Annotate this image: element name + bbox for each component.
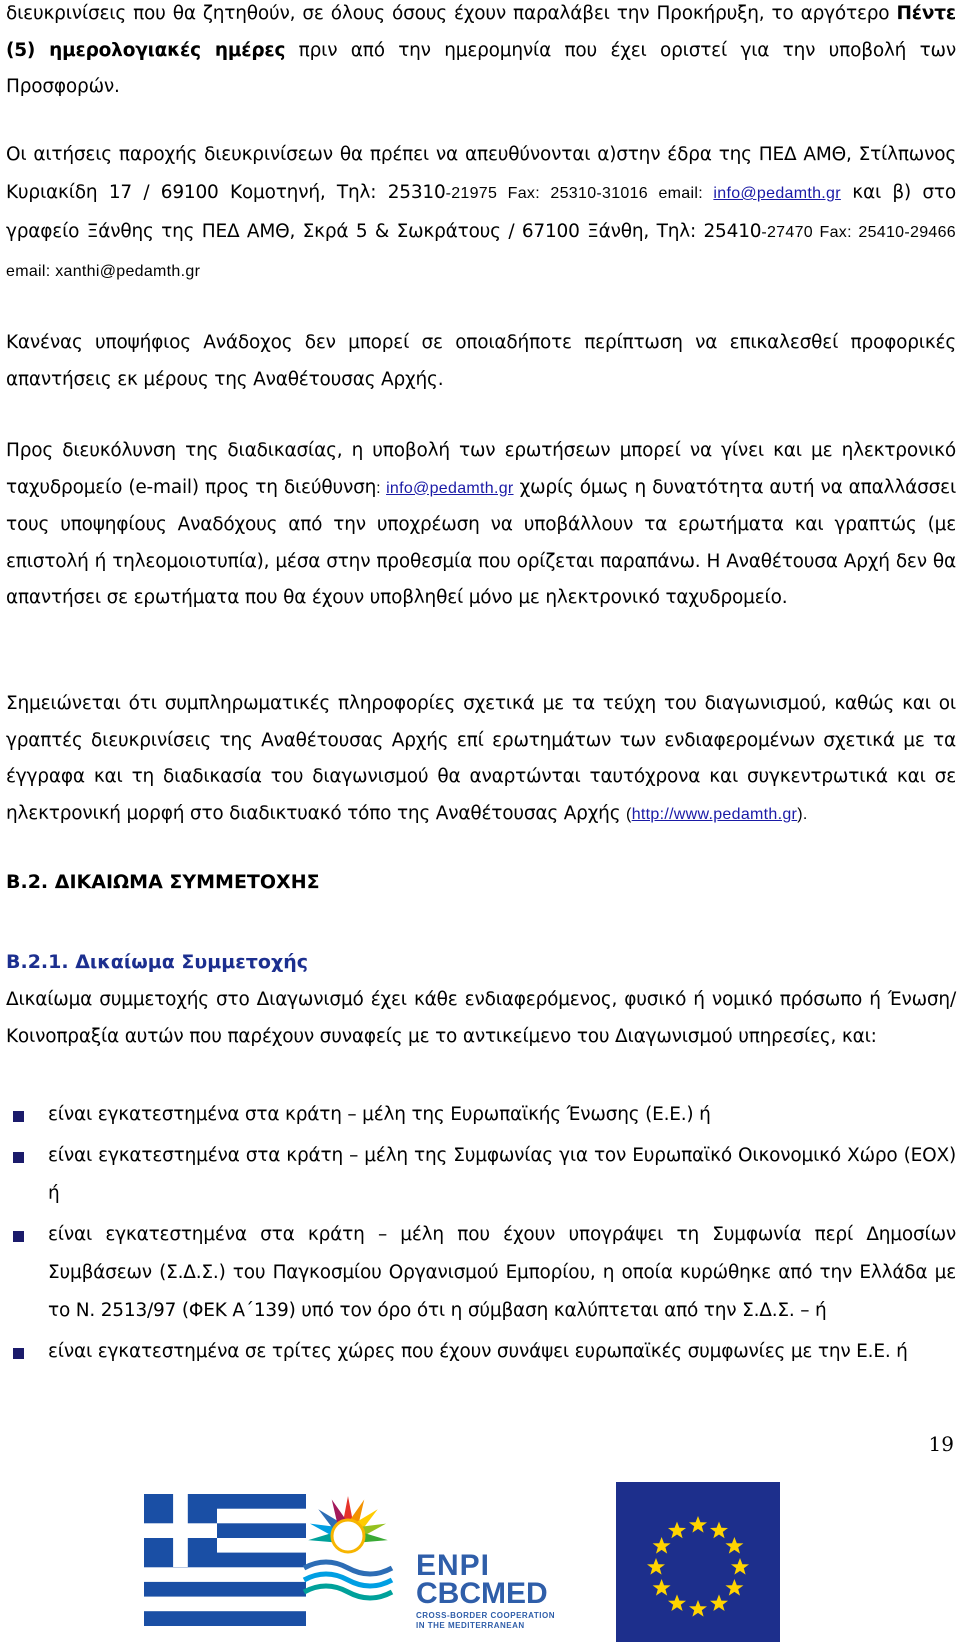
subsection-heading-b21: Β.2.1. Δικαίωμα Συμμετοχής <box>6 951 308 973</box>
footer-logos <box>0 1476 960 1646</box>
list-item <box>6 1096 956 1134</box>
enpi-logo-line1: ENPI <box>416 1549 491 1582</box>
greek-flag-icon <box>144 1494 306 1626</box>
list-item-text: είναι εγκατεστημένα σε τρίτες χώρες που έχουν συνάψει ευρωπαϊκές συμφωνίες με την Ε.Ε. ή <box>48 1341 908 1362</box>
contact-fax-email: -21975 Fax: 25310-31016 email: <box>445 185 714 202</box>
list-item-text: είναι εγκατεστημένα στα κράτη – μέλη που έχουν υπογράψει τη Συμφωνία περί Δημοσίων Συμβάσεων (Σ.Δ.Σ.) του Παγκοσμίου Οργανισμού Εμπορίου, η οποία κυρώθηκε από την Ελλάδα με το Ν. 2513/97 (ΦΕΚ Α΄139) υπό τον όρο ότι η σύμβαση καλύπτεται από την Σ.Δ.Σ. – ή <box>48 1224 956 1321</box>
paragraph-text: Δικαίωμα συμμετοχής στο Διαγωνισμό έχει κάθε ενδιαφερόμενος, φυσικό ή νομικό πρόσωπο ή Ένωση/Κοινοπραξία αυτών που παρέχουν συναφείς με το αντικείμενο του Διαγωνισμού υπηρεσίες, και: <box>6 989 956 1047</box>
enpi-logo <box>416 1549 555 1631</box>
paragraph-text: πριν από την ημερομηνία που έχει οριστεί για την υποβολή των Προσφορών. <box>6 39 956 97</box>
enpi-logo-line2: CBCMED <box>416 1577 548 1610</box>
paragraph-eligibility <box>6 982 956 1055</box>
email-link-info-2[interactable]: info@pedamth.gr <box>386 479 514 497</box>
enpi-sun-emblem-icon <box>304 1496 392 1598</box>
bullet-square-icon <box>13 1111 24 1122</box>
bullet-square-icon <box>13 1152 24 1163</box>
paragraph-text: διευκρινίσεις που θα ζητηθούν, σε όλους όσους έχουν παραλάβει την Προκήρυξη, το αργότερο <box>6 3 897 24</box>
paragraph-text: και β) στο γραφείο Ξάνθης της ΠΕΔ ΑΜΘ, Σκρά 5 & Σωκράτους / 67100 Ξάνθη, Τηλ: 25410 <box>6 182 956 242</box>
page-number: 19 <box>928 1432 954 1456</box>
website-link[interactable]: http://www.pedamth.gr <box>631 805 798 823</box>
paragraph-text: χωρίς όμως η δυνατότητα αυτή να απαλλάσσει τους υποψηφίους Αναδόχους από την υποχρέωση να υποβάλλουν τα ερωτήματα και γραπτώς (με επιστολή ή τηλεομοιοτυπία), μέσα στην προθεσμία που ορίζεται παραπάνω. Η Αναθέτουσα Αρχή δεν θα απαντήσει σε ερωτήματα που θα έχουν υποβληθεί μόνο με ηλεκτρονικό ταχυδρομείο. <box>6 476 957 608</box>
email-link-info[interactable]: info@pedamth.gr <box>713 185 841 202</box>
list-item <box>6 1137 956 1213</box>
paragraph-oral-answers <box>6 325 956 398</box>
list-item <box>6 1216 956 1330</box>
enpi-logo-tagline1: CROSS-BORDER COOPERATION <box>416 1611 555 1620</box>
contact-xanthi: -27470 Fax: 25410-29466 email: xanthi@pedamth.gr <box>6 224 956 280</box>
eligibility-list <box>6 1096 956 1371</box>
list-item <box>6 1333 956 1371</box>
paragraph-text: Κανένας υποψήφιος Ανάδοχος δεν μπορεί σε οποιαδήποτε περίπτωση να επικαλεσθεί προφορικές απαντήσεις εκ μέρους της Αναθέτουσας Αρχής. <box>6 332 956 390</box>
paragraph-text: Σημειώνεται ότι συμπληρωματικές πληροφορίες σχετικά με τα τεύχη του διαγωνισμού, καθώς και οι γραπτές διευκρινίσεις της Αναθέτουσας Αρχής επί ερωτημάτων των ενδιαφερομένων σχετικά με τα έγγραφα και τη διαδικασία του διαγωνισμού θα αναρτώνται ταυτόχρονα και συγκεντρωτικά και σε ηλεκτρονική μορφή στο διαδικτυακό τόπο της Αναθέτουσας Αρχής <box>6 693 956 824</box>
paren-open: ( <box>626 805 632 823</box>
list-item-text: είναι εγκατεστημένα στα κράτη – μέλη της Ευρωπαϊκής Ένωσης (Ε.Ε.) ή <box>48 1104 711 1125</box>
list-item-text: είναι εγκατεστημένα στα κράτη – μέλη της Συμφωνίας για τον Ευρωπαϊκό Οικονομικό Χώρο (ΕΟΧ) ή <box>48 1145 956 1204</box>
enpi-logo-tagline2: IN THE MEDITERRANEAN <box>416 1621 525 1630</box>
paragraph-supplementary-info <box>6 686 956 833</box>
colon: : <box>376 479 387 497</box>
bullet-square-icon <box>13 1231 24 1242</box>
paren-close: ). <box>797 805 808 823</box>
eu-flag-icon <box>616 1476 780 1646</box>
paragraph-email-submission <box>6 433 956 617</box>
paragraph-text: Προς διευκόλυνση της διαδικασίας, η υποβολή των ερωτήσεων μπορεί να γίνει και με ηλεκτρονικό ταχυδρομείο (e-mail) προς τη διεύθυνση <box>6 440 956 498</box>
bullet-square-icon <box>13 1348 24 1359</box>
paragraph-deadline <box>6 0 956 106</box>
paragraph-contact <box>6 136 956 291</box>
paragraph-text: Οι αιτήσεις παροχής διευκρινίσεων θα πρέπει να απευθύνονται α)στην έδρα της ΠΕΔ ΑΜΘ, Στίλπωνος Κυριακίδη 17 / 69100 Κομοτηνή, Τηλ: 25310 <box>6 144 956 203</box>
bold-deadline: Πέντε (5) ημερολογιακές ημέρες <box>6 3 956 61</box>
section-heading-b2: Β.2. ΔΙΚΑΙΩΜΑ ΣΥΜΜΕΤΟΧΗΣ <box>6 871 320 893</box>
